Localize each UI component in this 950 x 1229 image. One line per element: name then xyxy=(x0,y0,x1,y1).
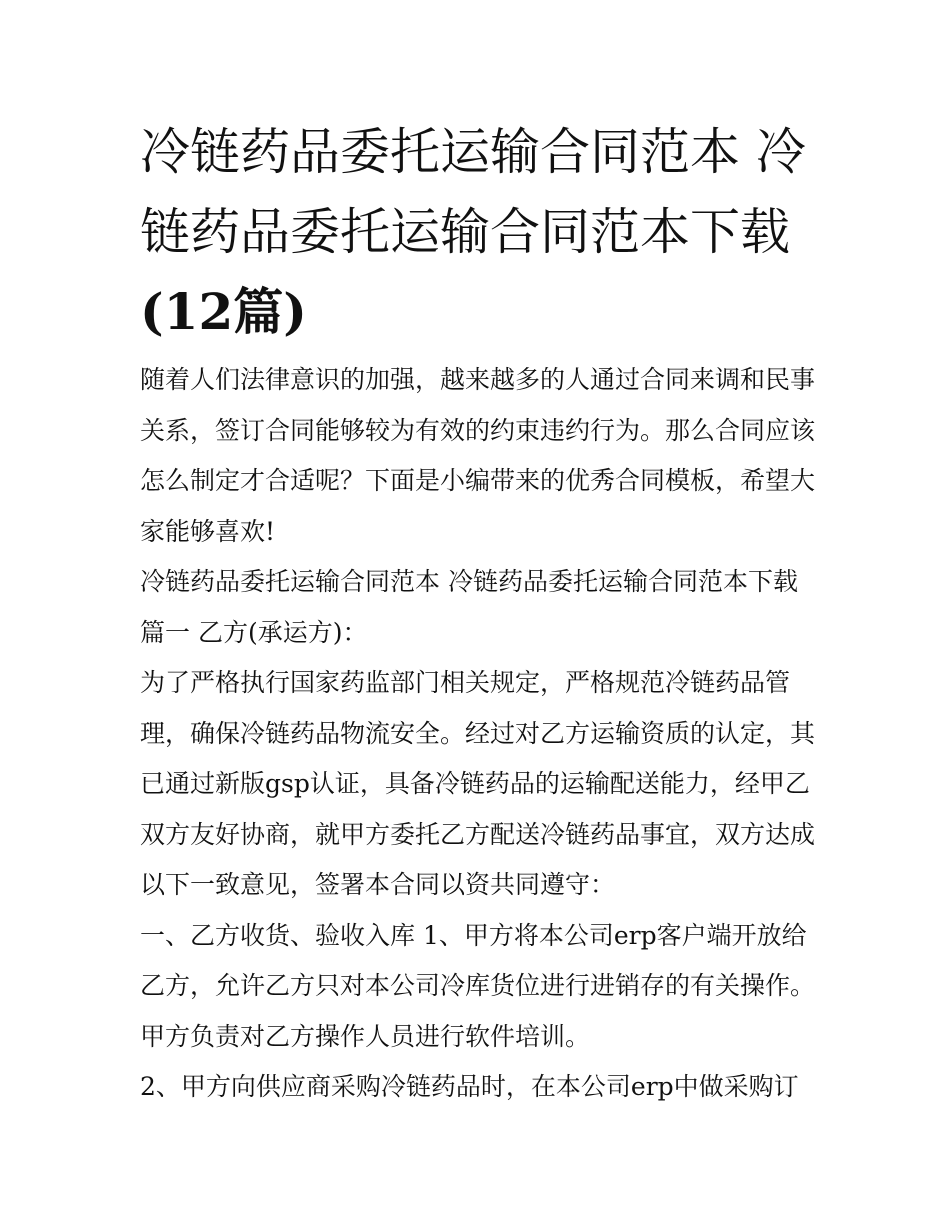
paragraph-purpose: 为了严格执行国家药监部门相关规定，严格规范冷链药品管理，确保冷链药品物流安全。经过对乙方运输资质的认定，其已通过新版gsp认证，具备冷链药品的运输配送能力，经甲乙双方友好协商，就甲方委托乙方配送冷链药品事宜，双方达成以下一致意见，签署本合同以资共同遵守： xyxy=(140,668,816,899)
paragraph-clause-1: 一、乙方收货、验收入库 1、甲方将本公司erp客户端开放给乙方，允许乙方只对本公司冷库货位进行进销存的有关操作。甲方负责对乙方操作人员进行软件培训。 xyxy=(140,920,816,1051)
document-title xyxy=(140,112,820,352)
title-main: 冷链药品委托运输合同范本 冷链药品委托运输合同范本下载 xyxy=(140,123,806,261)
paragraph-intro: 随着人们法律意识的加强，越来越多的人通过合同来调和民事关系，签订合同能够较为有效的约束违约行为。那么合同应该怎么制定才合适呢？下面是小编带来的优秀合同模板，希望大家能够喜欢! xyxy=(140,365,816,546)
paragraph-clause-2: 2、甲方向供应商采购冷链药品时，在本公司erp中做采购订 xyxy=(140,1072,799,1101)
paragraph-section-heading: 冷链药品委托运输合同范本 冷链药品委托运输合同范本下载篇一 乙方(承运方)： xyxy=(140,567,798,647)
document-body xyxy=(140,355,818,1113)
title-count: (12篇) xyxy=(140,282,307,341)
